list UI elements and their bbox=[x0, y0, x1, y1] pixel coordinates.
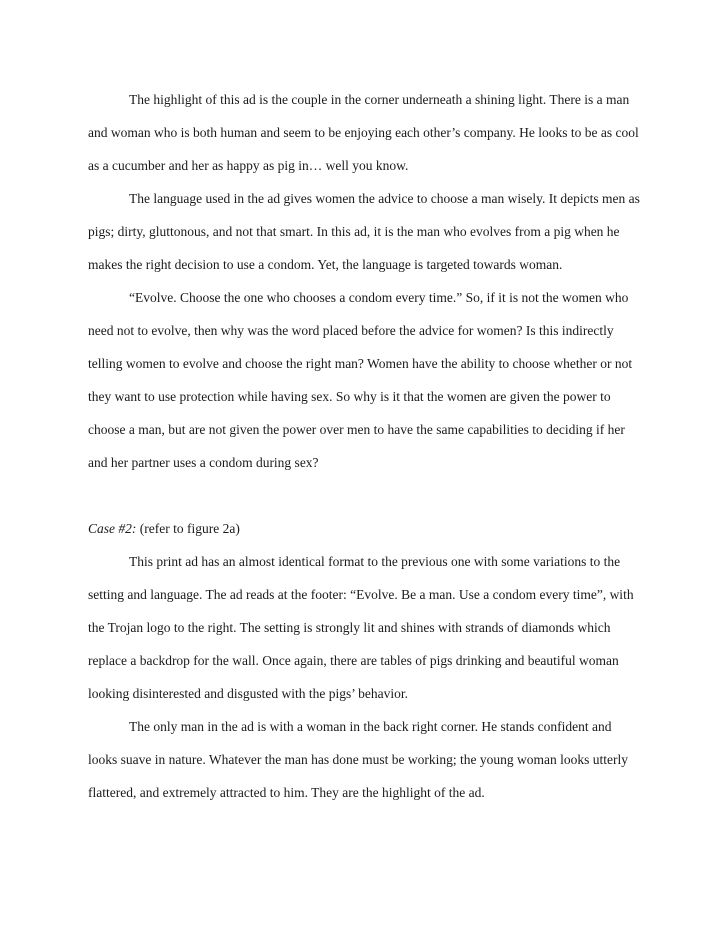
paragraph-couple-highlight: The highlight of this ad is the couple in the corner underneath a shining light. There is a man and woman who is both human and seem to be enjoying each other’s company. He looks to be as cool as a cucumber and her as happy as pig in… well you know. bbox=[88, 92, 639, 173]
body-text bbox=[88, 83, 643, 809]
case-reference: (refer to figure 2a) bbox=[136, 521, 240, 536]
paragraph-language-advice: The language used in the ad gives women the advice to choose a man wisely. It depicts men as pigs; dirty, gluttonous, and not that smart. In this ad, it is the man who evolves from a pig when he makes the right decision to use a condom. Yet, the language is targeted towards woman. bbox=[88, 191, 640, 272]
case-heading bbox=[88, 512, 643, 545]
paragraph-evolve-question: “Evolve. Choose the one who chooses a condom every time.” So, if it is not the women who need not to evolve, then why was the word placed before the advice for women? Is this indirectly telling women to evolve and choose the right man? Women have the ability to choose whether or not they want to use protection while having sex. So why is it that the women are given the power to choose a man, but are not given the power over men to have the same capabilities to deciding if her and her partner uses a condom during sex? bbox=[88, 290, 633, 470]
paragraph-print-ad-format: This print ad has an almost identical format to the previous one with some variations to the setting and language. The ad reads at the footer: “Evolve. Be a man. Use a condom every time”, with the Trojan logo to the right. The setting is strongly lit and shines with strands of diamonds which replace a backdrop for the wall. Once again, there are tables of pigs drinking and beautiful woman looking disinterested and disgusted with the pigs’ behavior. bbox=[88, 554, 634, 701]
case-label: Case #2: bbox=[88, 521, 137, 536]
paragraph-only-man: The only man in the ad is with a woman in the back right corner. He stands confident and looks suave in nature. Whatever the man has done must be working; the young woman looks utterly flattered, and extremely attracted to him. They are the highlight of the ad. bbox=[88, 719, 629, 800]
